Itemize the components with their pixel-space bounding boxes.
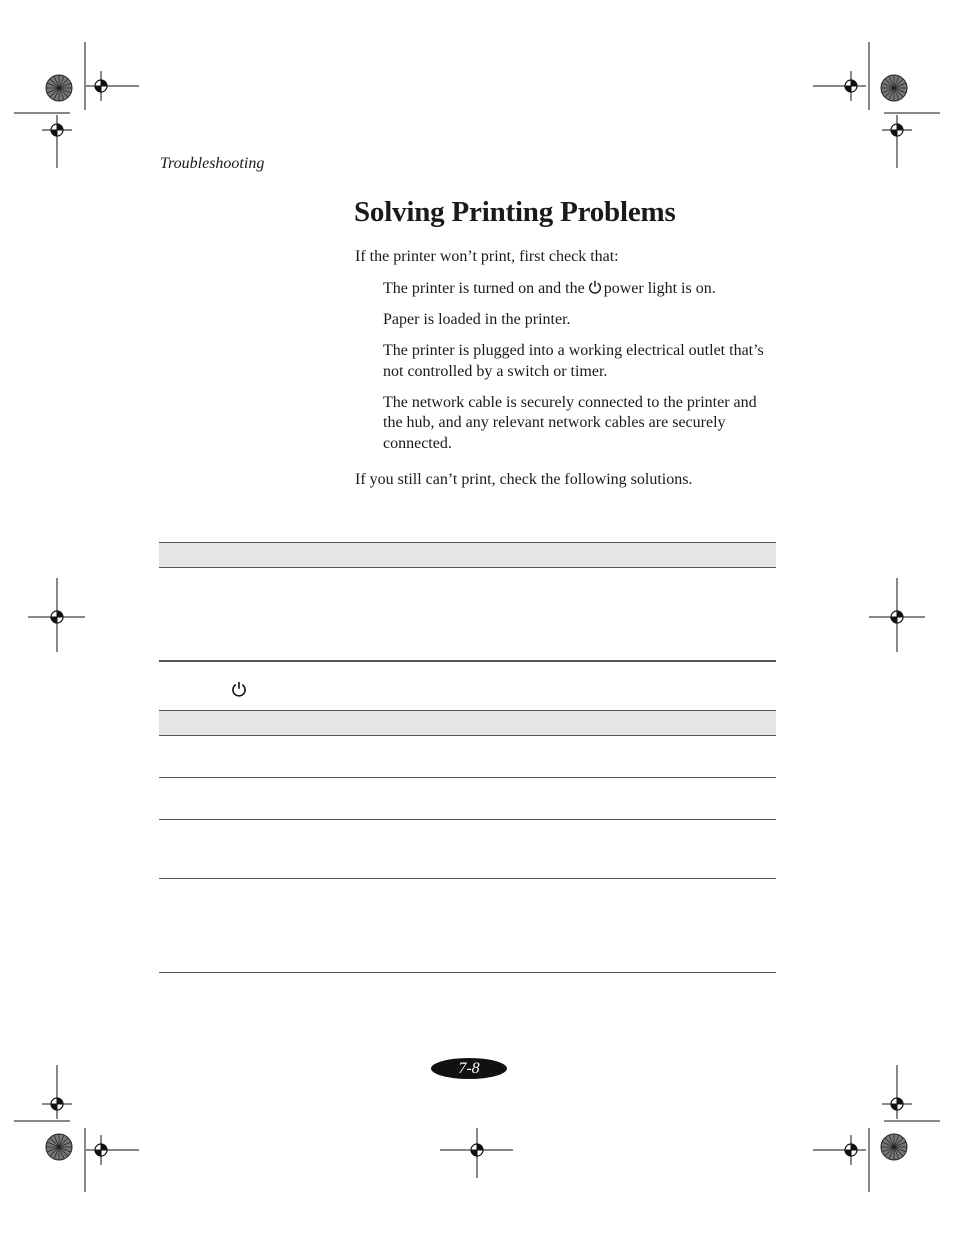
table-row [159, 568, 776, 661]
page-title: Solving Printing Problems [354, 196, 676, 228]
table-row [159, 820, 776, 879]
list-item: Paper is loaded in the printer. [383, 311, 571, 328]
running-head: Troubleshooting [160, 155, 265, 172]
list-item: The printer is plugged into a working electrical outlet that’s not controlled by a switch or timer. [383, 342, 764, 380]
checklist [383, 279, 778, 465]
table-header-row [159, 710, 776, 736]
power-icon [588, 280, 602, 294]
list-item-text-before: The printer is turned on and the [383, 280, 585, 297]
table-row [159, 778, 776, 820]
list-item-text-after: power light is on. [603, 280, 716, 297]
intro-text: If the printer won’t print, first check that: [355, 248, 619, 265]
power-icon [231, 681, 247, 697]
table-header-row [159, 542, 776, 568]
table-row [159, 661, 776, 662]
table-row [159, 879, 776, 973]
page-number: 7-8 [431, 1058, 507, 1079]
list-item [383, 279, 778, 300]
table-row [159, 736, 776, 778]
outro-text: If you still can’t print, check the following solutions. [355, 471, 693, 488]
list-item: The network cable is securely connected to the printer and the hub, and any relevant network cables are securely connected. [383, 393, 757, 452]
